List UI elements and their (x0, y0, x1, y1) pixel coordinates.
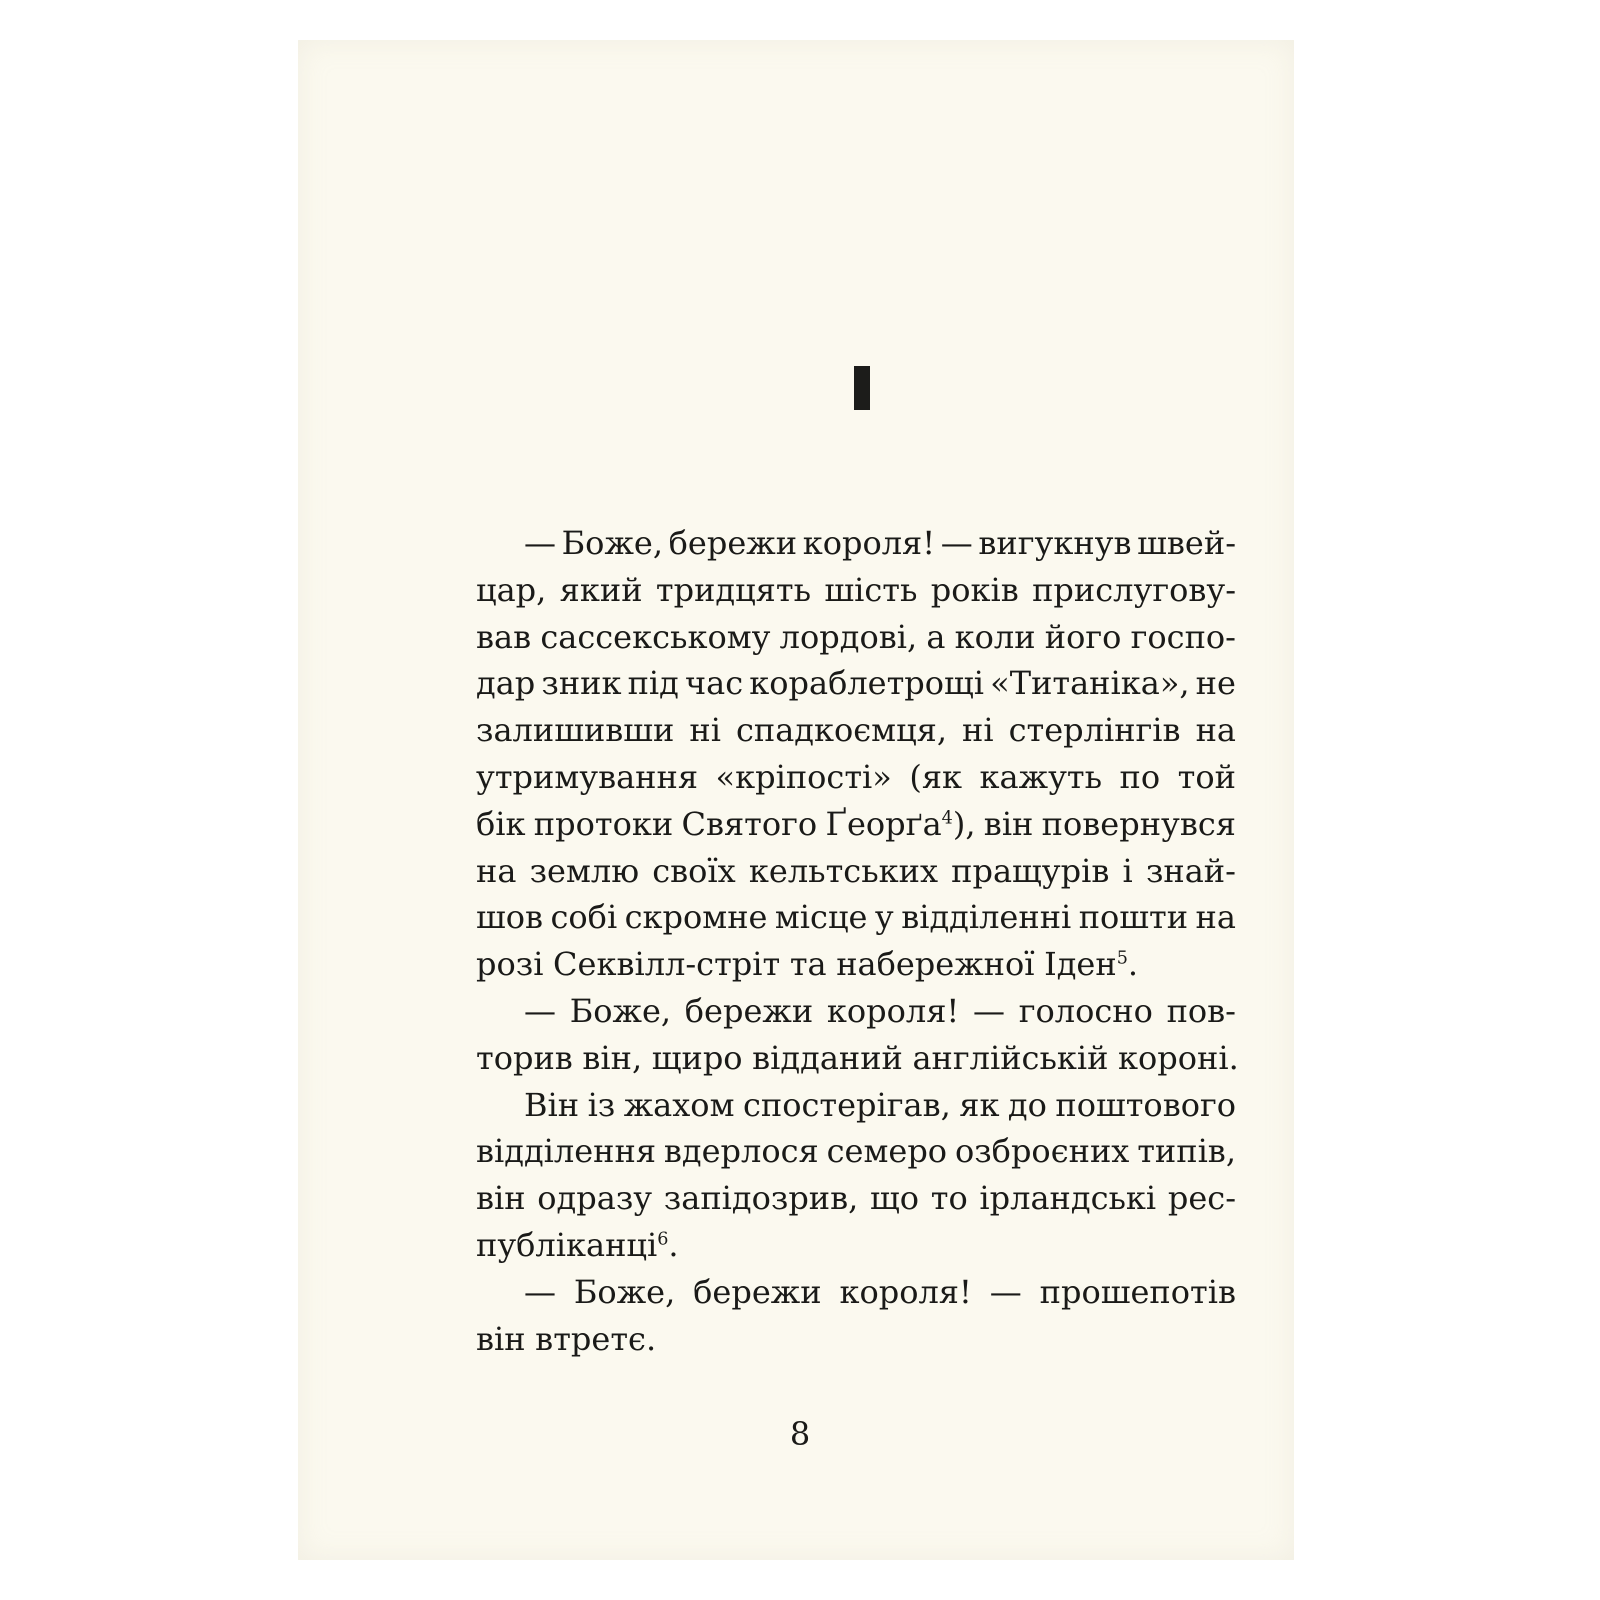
text-line: торив він, щиро відданий англійській короні. (476, 1038, 1239, 1077)
chapter-body-text (476, 520, 1239, 1362)
text-line: він втретє. (476, 1319, 657, 1358)
page-number: 8 (789, 1415, 811, 1453)
text-line: він одразу запідозрив, що то ірландські рес- (476, 1179, 1236, 1218)
text-line: шов собі скромне місце у відділенні пошти на (476, 898, 1236, 937)
text-line: цар, який тридцять шість років прислугову- (476, 570, 1236, 609)
text-line: вав сассекському лордові, а коли його госпо- (476, 617, 1236, 656)
text-line: бік протоки Святого Ґеорґа$^4$), він повернувся (476, 804, 1236, 843)
text-line: Він із жахом спостерігав, як до поштового (524, 1085, 1236, 1124)
text-line: на землю своїх кельтських пращурів і знай- (476, 851, 1236, 890)
text-line: — Боже, бережи короля! — голосно пов- (524, 991, 1236, 1030)
chapter-number-mark (854, 366, 870, 410)
text-line: публіканці$^6$. (476, 1225, 679, 1264)
text-line: дар зник під час кораблетрощі «Титаніка», не (476, 664, 1236, 703)
text-line: — Боже, бережи короля! — прошепотів (524, 1272, 1236, 1311)
text-line: — Боже, бережи короля! — вигукнув швей- (524, 524, 1236, 562)
text-line: залишивши ні спадкоємця, ні стерлінгів на (476, 711, 1236, 750)
text-line: відділення вдерлося семеро озброєних типів, (476, 1132, 1236, 1171)
text-line: розі Секвілл-стріт та набережної Іден$^5$. (476, 945, 1139, 984)
text-line: утримування «кріпості» (як кажуть по той (476, 757, 1236, 796)
